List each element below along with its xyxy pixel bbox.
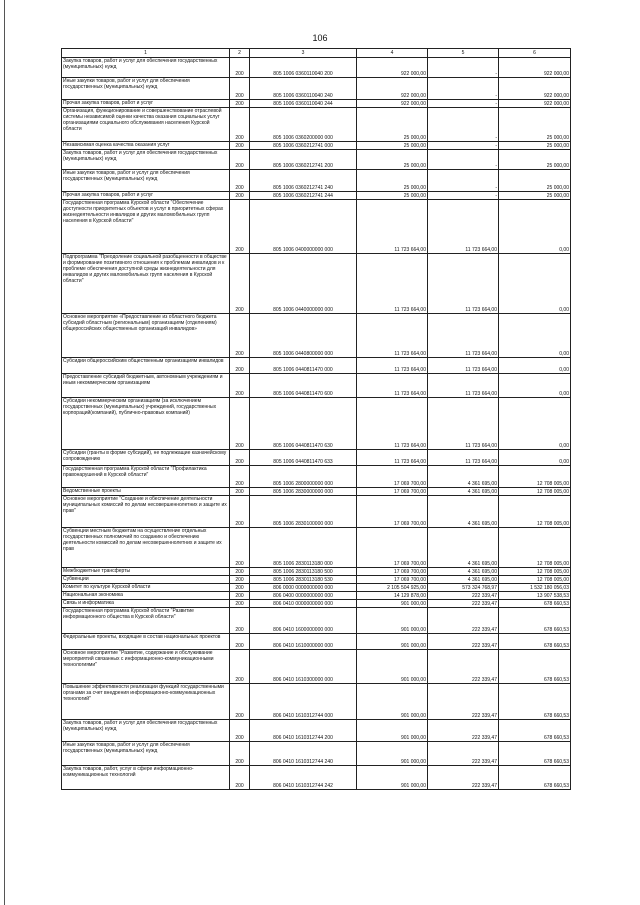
page-left-border (4, 0, 5, 905)
row-budget-code: 805 1006 0440811470 630 (250, 398, 357, 450)
table-row (62, 720, 571, 742)
table-row (62, 592, 571, 600)
row-name: Иные закупки товаров, работ и услуг для обеспечения государственных (муниципальных) нужд (62, 742, 230, 766)
row-budget-code: 805 1006 2830100000 000 (250, 496, 357, 528)
table-row (62, 488, 571, 496)
row-budget-code: 806 0410 0000000000 000 (250, 600, 357, 608)
row-approved: 11 723 664,00 (357, 398, 428, 450)
row-executed: 222 339,47 (428, 592, 499, 600)
row-remaining: 678 660,53 (499, 600, 571, 608)
row-name: Основное мероприятие "Создание и обеспечение деятельности муниципальных комиссий по делам несовершеннолетних и защите их прав" (62, 496, 230, 528)
row-name: Иные закупки товаров, работ и услуг для обеспечения государственных (муниципальных) нужд (62, 170, 230, 192)
row-budget-code: 805 1006 0360212741 244 (250, 192, 357, 200)
row-executed: 222 339,47 (428, 600, 499, 608)
row-remaining: 13 907 538,53 (499, 592, 571, 600)
row-code-200: 200 (230, 170, 250, 192)
row-approved: 901 000,00 (357, 600, 428, 608)
row-approved: 11 723 664,00 (357, 374, 428, 398)
budget-table (61, 48, 571, 790)
row-name: Иные закупки товаров, работ и услуг для обеспечения государственных (муниципальных) нужд (62, 78, 230, 100)
row-approved: 901 000,00 (357, 684, 428, 720)
row-approved: 901 000,00 (357, 608, 428, 634)
row-code-200: 200 (230, 254, 250, 314)
row-approved: 901 000,00 (357, 650, 428, 684)
row-budget-code: 806 0410 1610312744 200 (250, 720, 357, 742)
row-executed: 4 361 695,00 (428, 496, 499, 528)
row-executed: 11 723 664,00 (428, 200, 499, 254)
row-code-200: 200 (230, 200, 250, 254)
row-remaining: 0,00 (499, 358, 571, 374)
row-executed: - (428, 100, 499, 108)
row-approved: 922 000,00 (357, 58, 428, 78)
header-cell: 5 (428, 49, 499, 58)
row-name: Прочая закупка товаров, работ и услуг (62, 100, 230, 108)
row-name: Основное мероприятие "Развитие, содержание и обслуживание мероприятий связанных с информационно-коммуникационными технологиями" (62, 650, 230, 684)
row-budget-code: 805 1006 0440811470 000 (250, 358, 357, 374)
row-approved: 2 105 504 925,00 (357, 584, 428, 592)
row-code-200: 200 (230, 720, 250, 742)
row-code-200: 200 (230, 358, 250, 374)
table-row (62, 600, 571, 608)
row-remaining: 0,00 (499, 314, 571, 358)
row-remaining: 12 708 005,00 (499, 576, 571, 584)
row-name: Межбюджетные трансферты (62, 568, 230, 576)
row-executed: 4 361 695,00 (428, 488, 499, 496)
row-name: Предоставление субсидий бюджетным, автономным учреждениям и иным некоммерческим организациям (62, 374, 230, 398)
table-row (62, 766, 571, 790)
row-remaining: 922 000,00 (499, 58, 571, 78)
header-cell: 4 (357, 49, 428, 58)
table-row (62, 374, 571, 398)
row-code-200: 200 (230, 528, 250, 568)
row-name: Основное мероприятие «Предоставление из областного бюджета субсидий областным (региональным) организациям (отделениям) общероссийских общественных организаций инвалидов» (62, 314, 230, 358)
row-executed: 222 339,47 (428, 650, 499, 684)
row-name: Закупка товаров, работ и услуг для обеспечения государственных (муниципальных) нужд (62, 150, 230, 170)
row-code-200: 200 (230, 142, 250, 150)
row-remaining: 12 708 005,00 (499, 528, 571, 568)
row-remaining: 25 000,00 (499, 108, 571, 142)
header-cell: 1 (62, 49, 230, 58)
row-name: Закупка товаров, работ и услуг для обеспечения государственных (муниципальных) нужд (62, 720, 230, 742)
row-approved: 17 069 700,00 (357, 568, 428, 576)
row-budget-code: 806 0410 1610312744 000 (250, 684, 357, 720)
row-code-200: 200 (230, 650, 250, 684)
row-code-200: 200 (230, 78, 250, 100)
table-row (62, 576, 571, 584)
row-budget-code: 805 1006 0440800000 000 (250, 314, 357, 358)
row-approved: 901 000,00 (357, 766, 428, 790)
header-cell: 3 (250, 49, 357, 58)
row-executed: 222 339,47 (428, 684, 499, 720)
row-executed: - (428, 58, 499, 78)
table-row (62, 150, 571, 170)
row-budget-code: 805 1006 0360212741 240 (250, 170, 357, 192)
row-remaining: 12 708 005,00 (499, 568, 571, 576)
row-remaining: 12 708 005,00 (499, 488, 571, 496)
row-code-200: 200 (230, 568, 250, 576)
row-remaining: 25 000,00 (499, 170, 571, 192)
row-budget-code: 805 1006 2830113180 500 (250, 568, 357, 576)
row-budget-code: 806 0410 1610000000 000 (250, 634, 357, 650)
row-code-200: 200 (230, 100, 250, 108)
row-executed: - (428, 170, 499, 192)
row-name: Субвенции местным бюджетам на осуществление отдельных государственных полномочий по созданию и обеспечению деятельности комиссий по делам несовершеннолетних и защите их прав (62, 528, 230, 568)
row-executed: 4 361 695,00 (428, 568, 499, 576)
table-row (62, 568, 571, 576)
table-body (62, 58, 571, 790)
row-executed: 11 723 664,00 (428, 314, 499, 358)
row-approved: 11 723 664,00 (357, 254, 428, 314)
row-budget-code: 806 0000 0000000000 000 (250, 584, 357, 592)
table-row (62, 58, 571, 78)
row-code-200: 200 (230, 608, 250, 634)
row-remaining: 678 660,53 (499, 650, 571, 684)
row-budget-code: 805 1006 2830113180 000 (250, 528, 357, 568)
table-row (62, 142, 571, 150)
table-row (62, 450, 571, 466)
row-remaining: 1 532 180 056,03 (499, 584, 571, 592)
row-budget-code: 805 1006 0360200000 000 (250, 108, 357, 142)
row-executed: 11 723 664,00 (428, 450, 499, 466)
row-name: Закупка товаров, работ, услуг в сфере информационно-коммуникационных технологий (62, 766, 230, 790)
row-budget-code: 805 1006 2800000000 000 (250, 466, 357, 488)
row-budget-code: 805 1006 0440811470 600 (250, 374, 357, 398)
table-row (62, 100, 571, 108)
row-remaining: 0,00 (499, 398, 571, 450)
row-approved: 11 723 664,00 (357, 200, 428, 254)
row-name: Независимая оценка качества оказания услуг (62, 142, 230, 150)
row-code-200: 200 (230, 374, 250, 398)
table-row (62, 466, 571, 488)
row-executed: - (428, 142, 499, 150)
row-approved: 922 000,00 (357, 100, 428, 108)
page-number: 106 (312, 33, 328, 43)
row-name: Прочая закупка товаров, работ и услуг (62, 192, 230, 200)
row-remaining: 678 660,53 (499, 634, 571, 650)
row-code-200: 200 (230, 684, 250, 720)
row-name: Повышение эффективности реализации функций государственными органами за счет внедрения информационно-коммуникационных технологий" (62, 684, 230, 720)
row-code-200: 200 (230, 398, 250, 450)
row-name: Государственная программа Курской области "Обеспечение доступности приоритетных объектов и услуг в приоритетных сферах жизнедеятельности инвалидов и других маломобильных групп населения в Курской области" (62, 200, 230, 254)
header-row (62, 49, 571, 58)
row-name: Государственная программа Курской области "Профилактика правонарушений в Курской области" (62, 466, 230, 488)
row-remaining: 678 660,53 (499, 608, 571, 634)
row-executed: 222 339,47 (428, 608, 499, 634)
row-name: Организация, функционирование и совершенствование отраслевой системы независимой оценки качества оказания социальных услуг организациями социального обслуживания населения Курской области (62, 108, 230, 142)
row-approved: 922 000,00 (357, 78, 428, 100)
row-approved: 17 069 700,00 (357, 528, 428, 568)
row-name: Закупка товаров, работ и услуг для обеспечения государственных (муниципальных) нужд (62, 58, 230, 78)
row-budget-code: 806 0410 1600000000 000 (250, 608, 357, 634)
table-row (62, 254, 571, 314)
row-budget-code: 806 0410 1610312744 240 (250, 742, 357, 766)
row-approved: 901 000,00 (357, 742, 428, 766)
row-executed: - (428, 108, 499, 142)
row-approved: 14 129 878,00 (357, 592, 428, 600)
row-remaining: 922 000,00 (499, 78, 571, 100)
row-budget-code: 806 0410 1610312744 242 (250, 766, 357, 790)
row-executed: - (428, 192, 499, 200)
row-remaining: 12 708 005,00 (499, 466, 571, 488)
table-row (62, 192, 571, 200)
row-approved: 17 069 700,00 (357, 576, 428, 584)
row-name: Связь и информатика (62, 600, 230, 608)
row-code-200: 200 (230, 634, 250, 650)
row-remaining: 678 660,53 (499, 766, 571, 790)
row-name: Комитет по культуре Курской области (62, 584, 230, 592)
row-budget-code: 805 1006 0440811470 633 (250, 450, 357, 466)
table-row (62, 170, 571, 192)
row-executed: 222 339,47 (428, 742, 499, 766)
table-row (62, 608, 571, 634)
row-budget-code: 805 1006 0360110040 240 (250, 78, 357, 100)
row-executed: 573 324 768,97 (428, 584, 499, 592)
row-code-200: 200 (230, 466, 250, 488)
row-name: Национальная экономика (62, 592, 230, 600)
table-row (62, 742, 571, 766)
row-code-200: 200 (230, 488, 250, 496)
row-approved: 25 000,00 (357, 170, 428, 192)
table-row (62, 200, 571, 254)
row-name: Субвенции (62, 576, 230, 584)
row-code-200: 200 (230, 592, 250, 600)
row-budget-code: 806 0410 1610300000 000 (250, 650, 357, 684)
row-budget-code: 805 1006 0360110040 244 (250, 100, 357, 108)
table-row (62, 684, 571, 720)
row-approved: 25 000,00 (357, 192, 428, 200)
row-code-200: 200 (230, 600, 250, 608)
row-remaining: 0,00 (499, 254, 571, 314)
row-name: Государственная программа Курской области "Развитие информационного общества в Курской области" (62, 608, 230, 634)
row-executed: - (428, 78, 499, 100)
row-remaining: 678 660,53 (499, 742, 571, 766)
row-approved: 901 000,00 (357, 634, 428, 650)
table-row (62, 528, 571, 568)
row-executed: 11 723 664,00 (428, 398, 499, 450)
row-executed: 4 361 695,00 (428, 466, 499, 488)
row-budget-code: 806 0400 0000000000 000 (250, 592, 357, 600)
header-cell: 2 (230, 49, 250, 58)
row-name: Субсидии общероссийским общественным организациям инвалидов (62, 358, 230, 374)
row-executed: 4 361 695,00 (428, 528, 499, 568)
row-approved: 11 723 664,00 (357, 450, 428, 466)
row-approved: 901 000,00 (357, 720, 428, 742)
row-budget-code: 805 1006 2830113180 530 (250, 576, 357, 584)
row-approved: 25 000,00 (357, 142, 428, 150)
row-executed: 222 339,47 (428, 766, 499, 790)
row-remaining: 922 000,00 (499, 100, 571, 108)
row-approved: 11 723 664,00 (357, 358, 428, 374)
row-code-200: 200 (230, 584, 250, 592)
header-cell: 6 (499, 49, 571, 58)
row-executed: 11 723 664,00 (428, 374, 499, 398)
row-remaining: 25 000,00 (499, 192, 571, 200)
table-row (62, 634, 571, 650)
table-row (62, 650, 571, 684)
row-approved: 17 069 700,00 (357, 466, 428, 488)
row-executed: - (428, 150, 499, 170)
row-code-200: 200 (230, 450, 250, 466)
row-name: Федеральные проекты, входящие в состав национальных проектов (62, 634, 230, 650)
row-code-200: 200 (230, 496, 250, 528)
table-row (62, 496, 571, 528)
table-row (62, 584, 571, 592)
row-code-200: 200 (230, 742, 250, 766)
row-budget-code: 805 1006 2830000000 000 (250, 488, 357, 496)
row-budget-code: 805 1006 0400000000 000 (250, 200, 357, 254)
row-executed: 11 723 664,00 (428, 358, 499, 374)
row-name: Ведомственные проекты (62, 488, 230, 496)
row-budget-code: 805 1006 0440000000 000 (250, 254, 357, 314)
row-remaining: 0,00 (499, 200, 571, 254)
table-row (62, 398, 571, 450)
row-remaining: 0,00 (499, 450, 571, 466)
row-approved: 11 723 664,00 (357, 314, 428, 358)
row-approved: 25 000,00 (357, 108, 428, 142)
row-code-200: 200 (230, 58, 250, 78)
row-code-200: 200 (230, 766, 250, 790)
row-code-200: 200 (230, 192, 250, 200)
row-code-200: 200 (230, 108, 250, 142)
row-name: Субсидии (гранты в форме субсидий), не подлежащие казначейскому сопровождению (62, 450, 230, 466)
row-name: Подпрограмма "Преодоление социальной разобщенности в обществе и формирование позитивного отношения к проблемам инвалидов и к проблеме обеспечения доступной среды жизнедеятельности для инвалидов и других маломобильных групп населения в Курской области" (62, 254, 230, 314)
row-executed: 222 339,47 (428, 634, 499, 650)
row-budget-code: 805 1006 0360212741 200 (250, 150, 357, 170)
row-approved: 25 000,00 (357, 150, 428, 170)
row-executed: 222 339,47 (428, 720, 499, 742)
row-code-200: 200 (230, 576, 250, 584)
row-budget-code: 805 1006 0360110040 200 (250, 58, 357, 78)
table-row (62, 358, 571, 374)
row-remaining: 25 000,00 (499, 142, 571, 150)
row-name: Субсидии некоммерческим организациям (за исключением государственных (муниципальных) учреждений, государственных корпораций(компаний), публично-правовых компаний) (62, 398, 230, 450)
row-remaining: 678 660,53 (499, 720, 571, 742)
row-code-200: 200 (230, 314, 250, 358)
table-row (62, 314, 571, 358)
row-approved: 17 069 700,00 (357, 496, 428, 528)
row-remaining: 678 660,53 (499, 684, 571, 720)
row-budget-code: 805 1006 0360212741 000 (250, 142, 357, 150)
row-remaining: 12 708 005,00 (499, 496, 571, 528)
row-executed: 4 361 695,00 (428, 576, 499, 584)
row-remaining: 25 000,00 (499, 150, 571, 170)
table-row (62, 108, 571, 142)
table-row (62, 78, 571, 100)
row-code-200: 200 (230, 150, 250, 170)
row-remaining: 0,00 (499, 374, 571, 398)
row-executed: 11 723 664,00 (428, 254, 499, 314)
row-approved: 17 069 700,00 (357, 488, 428, 496)
